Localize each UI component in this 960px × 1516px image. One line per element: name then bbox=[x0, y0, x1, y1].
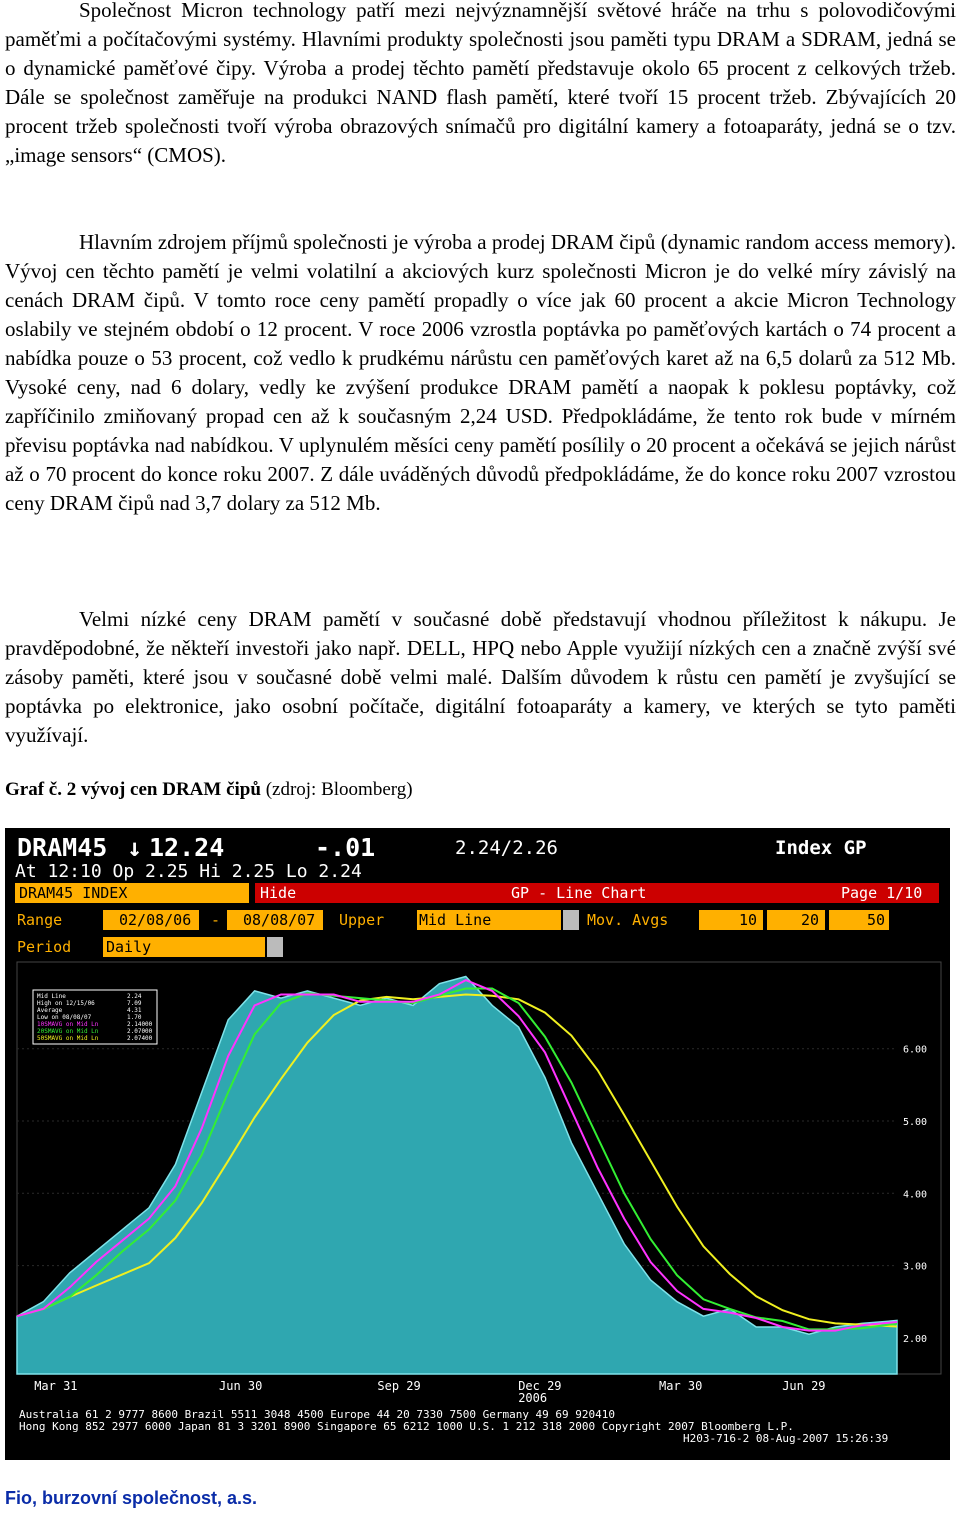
period-dropdown[interactable] bbox=[267, 937, 283, 957]
legend-row-value: 1.70 bbox=[127, 1014, 142, 1021]
range-dash: - bbox=[211, 911, 221, 929]
x-tick-label: Jun 30 bbox=[219, 1379, 263, 1393]
legend-row-label: High on 12/15/06 bbox=[37, 1000, 95, 1007]
legend-row-value: 4.31 bbox=[127, 1007, 142, 1014]
chart-svg bbox=[5, 828, 950, 1460]
y-tick-label: 2.00 bbox=[903, 1333, 928, 1345]
caption-bold: Graf č. 2 vývoj cen DRAM čipů bbox=[5, 779, 261, 800]
paragraph-1 bbox=[5, 0, 956, 170]
legend-row-value: 2.14000 bbox=[127, 1021, 153, 1028]
chart-caption bbox=[5, 777, 413, 803]
hide-button-label: Hide bbox=[260, 884, 297, 902]
x-tick-label: Sep 29 bbox=[377, 1379, 421, 1393]
paragraph-1-text: Společnost Micron technology patří mezi nejvýznamnější světové hráče na trhu s polovodičovými paměťmi a počítačovými systémy. Hlavními produkty společnosti jsou paměti typu DRAM a SDRAM, jedná se o dynamické paměťové čipy. Výroba a prodej těchto pamětí představuje okolo 65 procent z celkových tržeb. Dále se společnost zaměřuje na produkci NAND flash pamětí, které tvoří 15 procent tržeb. Zbývajících 20 procent tržeb společnosti tvoří výroba obrazových snímačů pro digitální kamery a fotoaparáty, jedná se o tzv. „image sensors“ (CMOS). bbox=[5, 0, 956, 167]
quote-line: At 12:10 Op 2.25 Hi 2.25 Lo 2.24 bbox=[15, 861, 362, 882]
function-code: Index GP bbox=[775, 837, 867, 859]
chart-legend bbox=[33, 990, 157, 1044]
mid-line-label: Mid Line bbox=[419, 911, 492, 929]
ticker: DRAM45 bbox=[17, 833, 108, 862]
price-change: -.01 bbox=[315, 833, 376, 862]
chart-title: GP - Line Chart bbox=[511, 884, 647, 902]
ma-value-3: 50 bbox=[867, 911, 886, 929]
x-tick-label: Jun 29 bbox=[782, 1379, 826, 1393]
bid-ask-quote: 2.24/2.26 bbox=[455, 837, 558, 859]
mov-avgs-label: Mov. Avgs bbox=[587, 911, 669, 929]
legend-row-value: 2.24 bbox=[127, 993, 142, 1000]
bloomberg-chart bbox=[5, 828, 950, 1460]
range-end-value: 08/08/07 bbox=[243, 911, 316, 929]
legend-row-value: 2.07400 bbox=[127, 1035, 153, 1042]
caption-source: (zdroj: Bloomberg) bbox=[260, 779, 413, 800]
security-box-label: DRAM45 INDEX bbox=[19, 884, 128, 902]
y-tick-label: 3.00 bbox=[903, 1261, 928, 1273]
x-tick-label: Mar 31 bbox=[34, 1379, 78, 1393]
range-label: Range bbox=[17, 911, 63, 929]
ma-value-2: 20 bbox=[801, 911, 820, 929]
legend-row-label: Average bbox=[37, 1007, 63, 1014]
period-label: Period bbox=[17, 938, 72, 956]
legend-row-label: 10SMAVG on Mid Ln bbox=[37, 1021, 99, 1028]
legend-row-value: 2.07000 bbox=[127, 1028, 153, 1035]
legend-row-value: 7.09 bbox=[127, 1000, 142, 1007]
timestamp-line: H203-716-2 08-Aug-2007 15:26:39 bbox=[683, 1432, 889, 1445]
page-indicator: Page 1/10 bbox=[841, 884, 923, 902]
mid-line-dropdown[interactable] bbox=[563, 910, 579, 930]
x-tick-label: Dec 29 bbox=[518, 1379, 562, 1393]
contact-line-2: Hong Kong 852 2977 6000 Japan 81 3 3201 8900 Singapore 65 6212 1000 U.S. 1 212 318 2000 Copyright 2007 Bloomberg L.P. bbox=[19, 1420, 794, 1433]
y-tick-label: 4.00 bbox=[903, 1189, 928, 1201]
paragraph-3 bbox=[5, 605, 956, 750]
ma-value-1: 10 bbox=[739, 911, 758, 929]
period-value: Daily bbox=[106, 938, 152, 956]
upper-label: Upper bbox=[339, 911, 385, 929]
x-tick-label: 2006 bbox=[518, 1391, 548, 1405]
down-arrow-icon: ↓ bbox=[127, 833, 143, 862]
contact-line-1: Australia 61 2 9777 8600 Brazil 5511 3048 4500 Europe 44 20 7330 7500 Germany 49 69 920410 bbox=[19, 1408, 616, 1421]
legend-row-label: 20SMAVG on Mid Ln bbox=[37, 1028, 99, 1035]
paragraph-2 bbox=[5, 228, 956, 518]
range-start-value: 02/08/06 bbox=[119, 911, 192, 929]
paragraph-2-text: Hlavním zdrojem příjmů společnosti je výroba a prodej DRAM čipů (dynamic random access memory). Vývoj cen těchto pamětí je velmi volatilní a akciových kurz společnosti Micron je do velké míry závislý na cenách DRAM čipů. V tomto roce ceny pamětí propadly o více jak 60 procent a akcie Micron Technology oslabily ve stejném období o 12 procent. V roce 2006 vzrostla poptávka po paměťových kartách o 74 procent a nabídka pouze o 53 procent, což vedlo k prudkému nárůstu cen paměťových karet až na 6,5 dolarů za 512 Mb. Vysoké ceny, nad 6 dolary, vedly ke zvýšení produkce DRAM pamětí a naopak k poklesu poptávky, což zapříčinilo zmiňovaný propad cen až k současným 2,24 USD. Předpokládáme, že tento rok bude v mírném převisu poptávka nad nabídkou. V uplynulém měsíci ceny pamětí posílily o 20 procent a očekává se jejich nárůst až o 70 procent do konce roku 2007. Z dále uváděných důvodů předpokládáme, že do konce roku 2007 vzrostou ceny DRAM čipů nad 3,7 dolary za 512 Mb. bbox=[5, 230, 956, 515]
last-price: 12.24 bbox=[149, 833, 225, 862]
legend-row-label: 50SMAVG on Mid Ln bbox=[37, 1035, 99, 1042]
x-tick-label: Mar 30 bbox=[659, 1379, 703, 1393]
y-tick-label: 6.00 bbox=[903, 1044, 928, 1056]
paragraph-3-text: Velmi nízké ceny DRAM pamětí v současné době představují vhodnou příležitost k nákupu. Je pravděpodobné, že někteří investoři jako např. DELL, HPQ nebo Apple využijí nízkých cen a značně zvýší své zásoby paměti, které jsou v současné době velmi malé. Dalším důvodem k růstu cen pamětí je zvyšující se poptávka po elektronice, jako osobní počítače, digitální fotoaparáty a kamery, ve kterých se tyto paměti využívají. bbox=[5, 607, 956, 747]
footer-company: Fio, burzovní společnost, a.s. bbox=[5, 1488, 258, 1508]
legend-row-label: Low on 08/08/07 bbox=[37, 1014, 92, 1021]
y-tick-label: 5.00 bbox=[903, 1117, 928, 1129]
legend-row-label: Mid Line bbox=[37, 993, 66, 1000]
